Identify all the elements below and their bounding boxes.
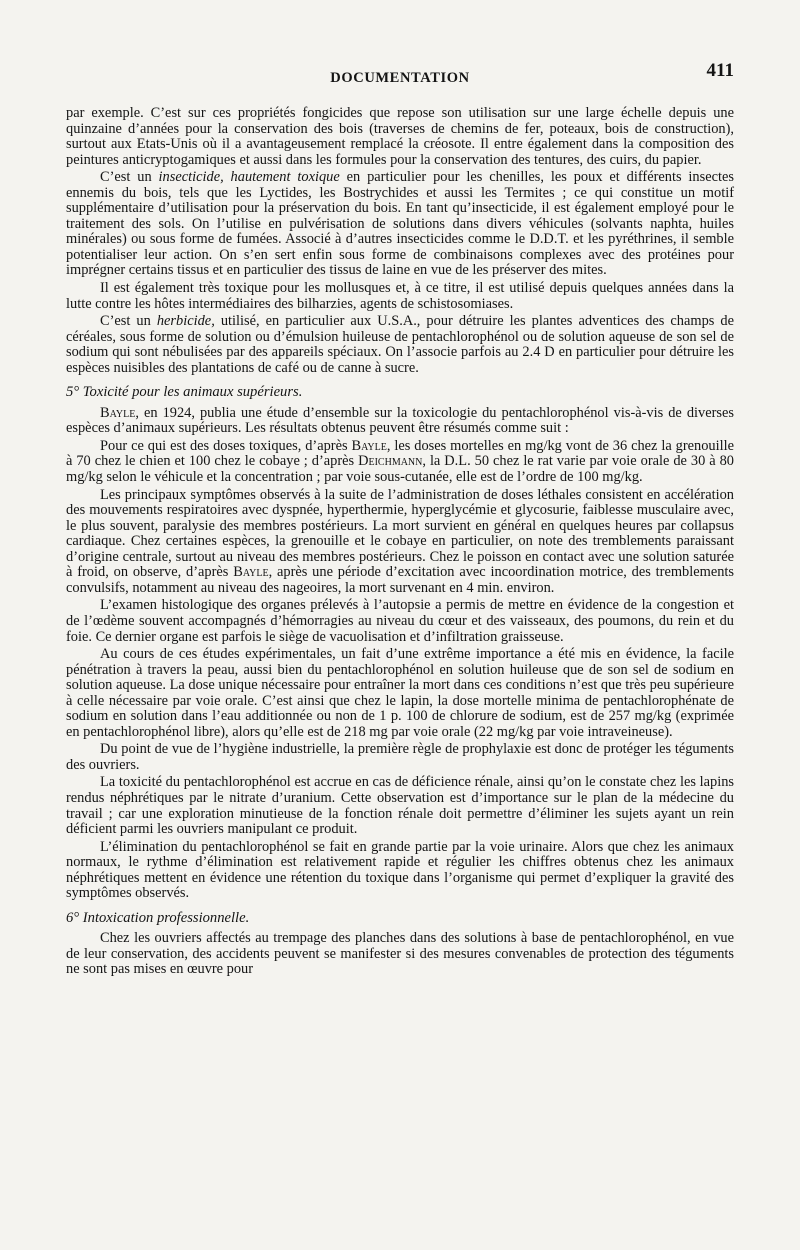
paragraph: L’élimination du pentachlorophénol se fait en grande partie par la voie urinaire. Alors que chez les animaux normaux, le rythme d’élimination est relativement rapide et régulier les chiffres obtenus chez les animaux néphrétiques mettent en évidence une rétention du toxique dans l’organisme qui permet d’expliquer la gravité des symptômes observés.	[66, 838, 734, 902]
paragraph: Chez les ouvriers affectés au trempage des planches dans des solutions à base de pentachlorophénol, en vue de leur conservation, des accidents peuvent se manifester si des mesures convenables de protection des téguments ne sont pas mises en œuvre pour	[66, 930, 734, 978]
page-header	[66, 60, 734, 90]
paragraph: C’est un herbicide, utilisé, en particulier aux U.S.A., pour détruire les plantes adventices des champs de céréales, sous forme de solution ou d’émulsion huileuse de pentachlorophénol ou de solution aqueuse de son sel de sodium qui sont nébulisées par des appareils spéciaux. On l’associe parfois au 2.4 D en particulier pour détruire les espèces nuisibles des plantations de café ou de canne à sucre.	[66, 313, 734, 376]
paragraph: Pour ce qui est des doses toxiques, d’après Bayle, les doses mortelles en mg/kg vont de 36 chez la grenouille à 70 chez le chien et 100 chez le cobaye ; d’après Deichmann, la D.L. 50 chez le rat varie par voie orale de 30 à 80 mg/kg selon le véhicule et la concentration ; par voie sous-cutanée, elle est de l’ordre de 100 mg/kg.	[66, 437, 734, 486]
paragraph: Il est également très toxique pour les mollusques et, à ce titre, il est utilisé depuis quelques années dans la lutte contre les hôtes intermédiaires des bilharzies, agents de schistosomiases.	[66, 280, 734, 312]
paragraph: C’est un insecticide, hautement toxique en particulier pour les chenilles, les poux et différents insectes ennemis du bois, tels que les Lyctides, les Bostrychides et aussi les Termites ; ce qui constitue un motif supplémentaire d’utilisation pour la préservation du bois. En tant qu’insecticide, il est également employé pour le traitement des sols. On l’utilise en pulvérisation de solutions dans divers véhicules (solvants naphta, huiles minérales) ou sous forme de fumées. Associé à d’autres insecticides comme le D.D.T. et les pyréthrines, il semble potentialiser leur action. On s’en sert enfin sous forme de combinaisons complexes avec des protéines pour imprégner certains tissus et en particulier des tissus de laine en vue de les préserver des mites.	[66, 169, 734, 279]
page-number: 411	[706, 60, 734, 81]
paragraph: L’examen histologique des organes prélevés à l’autopsie a permis de mettre en évidence de la congestion et de l’œdème souvent accompagnés d’hémorragies au niveau du cœur et des vaisseaux, des poumons, du rein et du foie. Ce dernier organe est parfois le siège de vacuolisation et d’infiltration graisseuse.	[66, 597, 734, 645]
paragraph: Du point de vue de l’hygiène industrielle, la première règle de prophylaxie est donc de protéger les téguments des ouvriers.	[66, 741, 734, 773]
paragraph: par exemple. C’est sur ces propriétés fongicides que repose son utilisation sur une large échelle depuis une quinzaine d’années pour la conservation des bois (traverses de chemins de fer, poteaux, bois de construction), surtout aux Etats-Unis où il a avantageusement remplacé la créosote. Il entre également dans la composition des peintures anticryptogamiques et aussi dans les formules pour la conservation des tentures, des cuirs, du papier.	[66, 105, 734, 168]
running-title: DOCUMENTATION	[330, 70, 470, 86]
paragraph: Au cours de ces études expérimentales, un fait d’une extrême importance a été mis en évidence, la facile pénétration à travers la peau, aussi bien du pentachlorophénol en solution huileuse que de son sel de sodium en solution aqueuse. La dose unique nécessaire pour entraîner la mort dans ces conditions n’est que très peu supérieure à celle nécessaire par voie orale. C’est ainsi que chez le lapin, la dose mortelle minima de pentachlorophénate de sodium en solution dans l’eau additionnée ou non de 1 p. 100 de chlorure de sodium, est de 257 mg/kg (exprimée en pentachlorophénol libre), alors qu’elle est de 218 mg par voie orale (22 mg/kg par voie intraveineuse).	[66, 646, 734, 740]
body-text	[66, 106, 734, 980]
paragraph: Les principaux symptômes observés à la suite de l’administration de doses léthales consistent en accélération des mouvements respiratoires avec dyspnée, hyperthermie, hyperglycémie et glycosurie, faiblesse musculaire avec, le plus souvent, paralysie des membres postérieurs. La mort survient en général en quelques heures par collapsus cardiaque. Chez certaines espèces, la grenouille et le cobaye en particulier, on note des tremblements paraissant d’origine centrale, surtout au niveau des membres postérieurs. Chez le poisson en contact avec une solution saturée à froid, on observe, d’après Bayle, après une période d’excitation avec incoordination motrice, des tremblements convulsifs, notamment au niveau des nageoires, la mort survenant en 4 min. environ.	[66, 486, 734, 596]
section-heading: 5° Toxicité pour les animaux supérieurs.	[66, 384, 303, 401]
paragraph: La toxicité du pentachlorophénol est accrue en cas de déficience rénale, ainsi qu’on le constate chez les lapins rendus néphrétiques par le nitrate d’uranium. Cette observation est d’importance sur le plan de la médecine du travail ; car une exploration minutieuse de la fonction rénale doit permettre d’éliminer les sujets ayant un rein déficient parmi les ouvriers manipulant ce produit.	[66, 774, 734, 838]
section-heading: 6° Intoxication professionnelle.	[66, 909, 250, 926]
paragraph: Bayle, en 1924, publia une étude d’ensemble sur la toxicologie du pentachlorophénol vis-à-vis de diverses espèces d’animaux supérieurs. Les résultats obtenus peuvent être résumés comme suit :	[66, 404, 734, 437]
